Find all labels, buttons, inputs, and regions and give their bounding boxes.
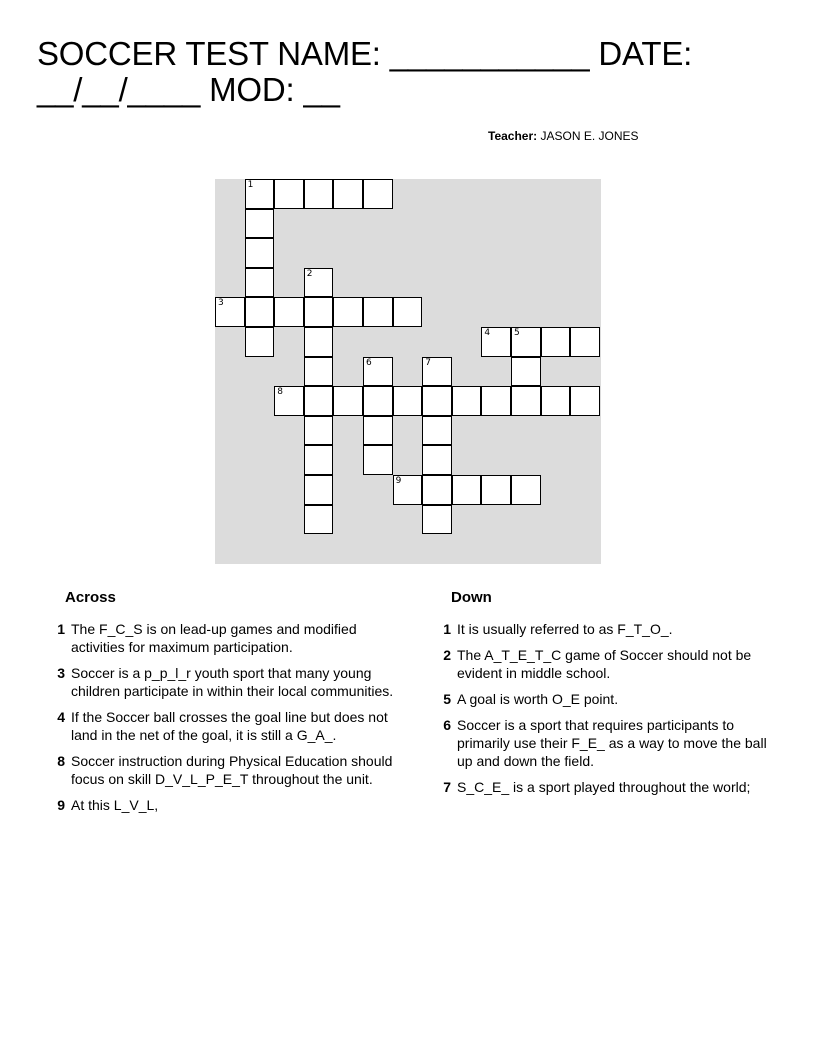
clue-number: 1 — [443, 621, 451, 637]
grid-cell[interactable] — [570, 386, 600, 416]
grid-cell[interactable] — [215, 297, 245, 327]
grid-cell[interactable] — [422, 386, 452, 416]
clue-text: S_C_E_ is a sport played throughout the world; — [457, 779, 751, 795]
grid-cell[interactable] — [304, 505, 334, 535]
grid-cell[interactable] — [245, 179, 275, 209]
clue-text: The A_T_E_T_C game of Soccer should not be evident in middle school. — [457, 647, 752, 681]
grid-cell[interactable] — [245, 268, 275, 298]
grid-cell[interactable] — [304, 179, 334, 209]
down-clue — [429, 778, 779, 796]
clue-text: It is usually referred to as F_T_O_. — [457, 621, 673, 637]
grid-cell[interactable] — [363, 357, 393, 387]
grid-cell[interactable] — [363, 416, 393, 446]
cell-number: 7 — [425, 357, 431, 368]
cell-number: 2 — [306, 268, 313, 279]
clue-text: The F_C_S is on lead-up games and modified activities for maximum participation. — [71, 621, 357, 655]
clue-text: If the Soccer ball crosses the goal line but does not land in the net of the goal, it is still a G_A_. — [71, 709, 388, 743]
grid-cell[interactable] — [304, 268, 334, 298]
teacher-label: Teacher: — [488, 129, 538, 143]
down-clue — [429, 646, 779, 682]
grid-cell[interactable] — [481, 327, 511, 357]
grid-cell[interactable] — [570, 327, 600, 357]
grid-cell[interactable] — [452, 386, 482, 416]
cell-number: 5 — [514, 328, 520, 338]
grid-cell[interactable] — [393, 297, 423, 327]
grid-cell[interactable] — [422, 475, 452, 505]
grid-cell[interactable] — [304, 445, 334, 475]
grid-cell[interactable] — [541, 386, 571, 416]
grid-cell[interactable] — [333, 179, 363, 209]
grid-cell[interactable] — [511, 386, 541, 416]
grid-cell[interactable] — [304, 416, 334, 446]
grid-cell[interactable] — [245, 297, 275, 327]
grid-cell[interactable] — [481, 386, 511, 416]
clue-number: 3 — [57, 665, 65, 681]
grid-cell[interactable] — [363, 297, 393, 327]
page-title: SOCCER TEST NAME: ___________ DATE: __/__/____ MOD: __ — [37, 35, 693, 108]
grid-cell[interactable] — [511, 357, 541, 387]
down-clue — [429, 620, 779, 638]
cell-number: 3 — [218, 298, 224, 309]
grid-cell[interactable] — [393, 386, 423, 416]
down-clue — [429, 690, 779, 708]
clue-text: At this L_V_L, — [71, 797, 159, 813]
grid-cell[interactable] — [245, 209, 275, 239]
grid-cell[interactable] — [511, 327, 541, 357]
clue-number: 1 — [57, 621, 65, 637]
down-clues — [429, 589, 779, 804]
cell-number: 8 — [277, 387, 283, 398]
across-clue — [43, 664, 403, 700]
cell-number: 4 — [484, 328, 491, 338]
clue-number: 2 — [443, 647, 451, 663]
crossword-grid — [215, 179, 601, 564]
grid-cell[interactable] — [333, 297, 363, 327]
grid-cell[interactable] — [422, 505, 452, 535]
grid-cell[interactable] — [393, 475, 423, 505]
teacher-name: JASON E. JONES — [540, 129, 639, 143]
cell-number: 1 — [247, 180, 254, 190]
across-clue — [43, 708, 403, 744]
down-heading: Down — [451, 589, 492, 606]
grid-cell[interactable] — [304, 327, 334, 357]
across-clue — [43, 620, 403, 656]
grid-cell[interactable] — [422, 416, 452, 446]
grid-cell[interactable] — [363, 445, 393, 475]
grid-cell[interactable] — [245, 327, 275, 357]
down-clue — [429, 716, 779, 770]
clue-text: Soccer instruction during Physical Education should focus on skill D_V_L_P_E_T throughout the unit. — [71, 753, 393, 787]
grid-cell[interactable] — [422, 445, 452, 475]
cell-number: 6 — [366, 357, 372, 368]
clue-text: Soccer is a p_p_l_r youth sport that many young children participate in within their local communities. — [71, 665, 394, 699]
clue-number: 6 — [443, 717, 451, 733]
grid-cell[interactable] — [304, 297, 334, 327]
clue-number: 4 — [57, 709, 65, 725]
grid-cell[interactable] — [304, 357, 334, 387]
across-clues — [43, 589, 403, 822]
clue-number: 7 — [443, 779, 451, 795]
grid-cell[interactable] — [274, 297, 304, 327]
clue-number: 9 — [57, 797, 65, 813]
grid-cell[interactable] — [274, 179, 304, 209]
clue-text: A goal is worth O_E point. — [457, 691, 619, 707]
grid-cell[interactable] — [541, 327, 571, 357]
grid-cell[interactable] — [452, 475, 482, 505]
grid-cell[interactable] — [363, 386, 393, 416]
across-clue — [43, 752, 403, 788]
grid-cell[interactable] — [245, 238, 275, 268]
clue-number: 8 — [57, 753, 65, 769]
grid-cell[interactable] — [422, 357, 452, 387]
grid-cell[interactable] — [511, 475, 541, 505]
grid-cell[interactable] — [274, 386, 304, 416]
grid-cell[interactable] — [481, 475, 511, 505]
across-clue — [43, 796, 403, 814]
teacher-line — [488, 129, 639, 143]
grid-cell[interactable] — [304, 386, 334, 416]
cell-number: 9 — [395, 476, 402, 486]
grid-cell[interactable] — [304, 475, 334, 505]
clue-number: 5 — [443, 691, 451, 707]
grid-cell[interactable] — [333, 386, 363, 416]
clue-text: Soccer is a sport that requires participants to primarily use their F_E_ as a way to move the ball up and down the field. — [457, 717, 767, 769]
grid-cell[interactable] — [363, 179, 393, 209]
across-heading: Across — [65, 589, 116, 606]
